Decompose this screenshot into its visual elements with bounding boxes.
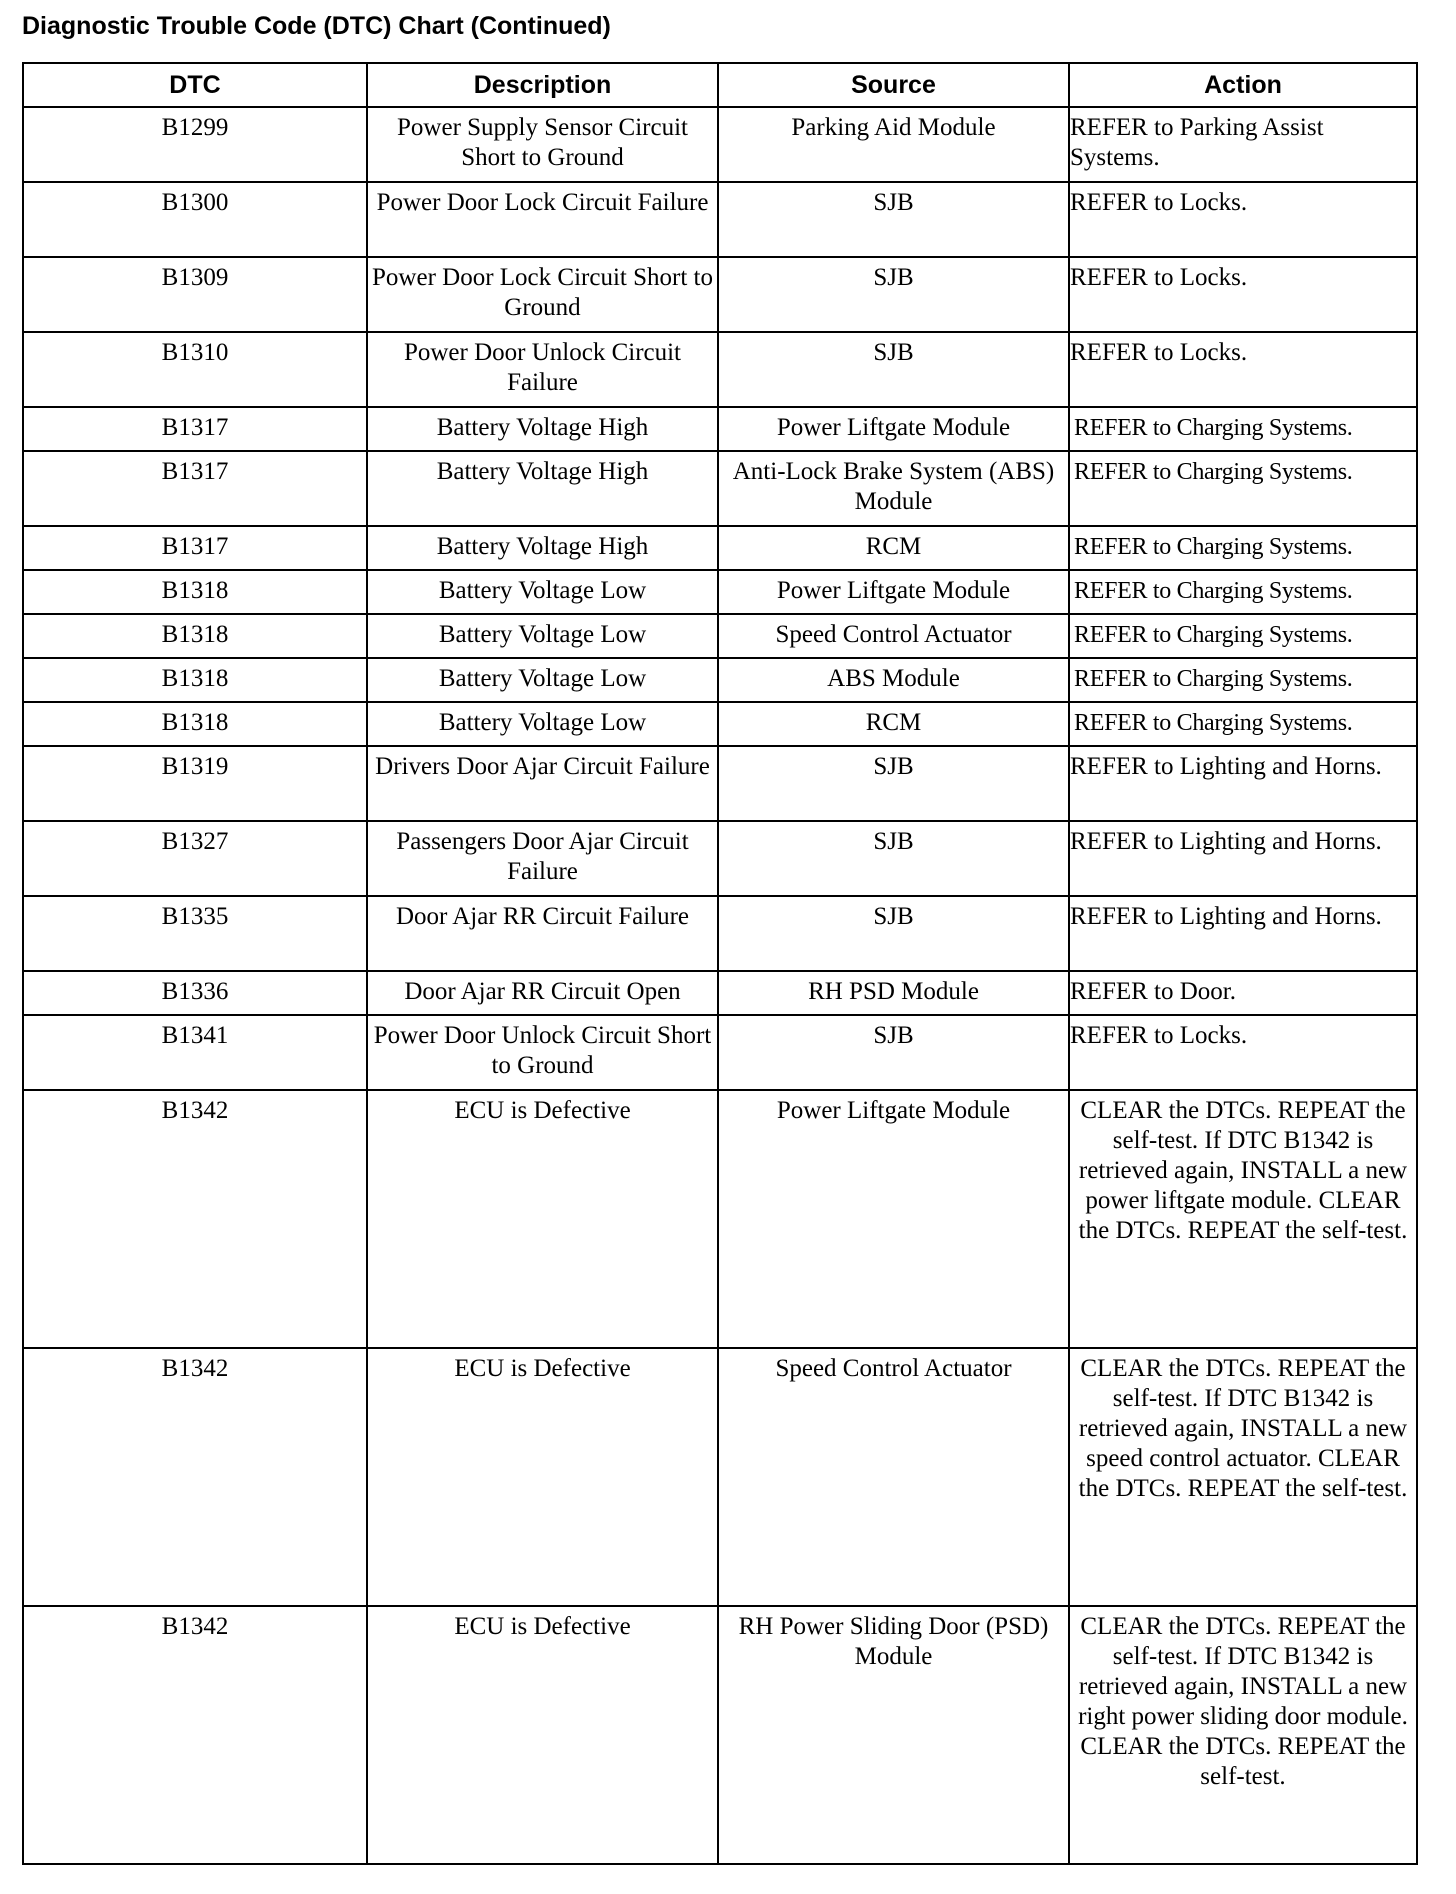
dtc-code-cell: B1318: [23, 658, 367, 702]
source-cell: Parking Aid Module: [718, 107, 1069, 182]
action-cell: REFER to Charging Systems.: [1069, 526, 1417, 570]
source-cell: ABS Module: [718, 658, 1069, 702]
table-row: [23, 1090, 1417, 1348]
action-cell: REFER to Parking Assist Systems.: [1069, 107, 1417, 182]
action-cell: REFER to Charging Systems.: [1069, 702, 1417, 746]
table-row: [23, 614, 1417, 658]
column-header-dtc: DTC: [23, 63, 367, 107]
dtc-code-cell: B1342: [23, 1348, 367, 1606]
table-row: [23, 451, 1417, 526]
description-cell: Power Door Unlock Circuit Failure: [367, 332, 718, 407]
description-cell: Battery Voltage High: [367, 451, 718, 526]
table-row: [23, 658, 1417, 702]
description-cell: ECU is Defective: [367, 1090, 718, 1348]
action-cell: REFER to Locks.: [1069, 332, 1417, 407]
table-row: [23, 332, 1417, 407]
description-cell: Power Supply Sensor Circuit Short to Ground: [367, 107, 718, 182]
action-cell: REFER to Charging Systems.: [1069, 451, 1417, 526]
source-cell: Anti-Lock Brake System (ABS) Module: [718, 451, 1069, 526]
dtc-code-cell: B1336: [23, 971, 367, 1015]
dtc-code-cell: B1309: [23, 257, 367, 332]
description-cell: Passengers Door Ajar Circuit Failure: [367, 821, 718, 896]
action-cell: REFER to Locks.: [1069, 182, 1417, 257]
table-row: [23, 1348, 1417, 1606]
dtc-code-cell: B1318: [23, 614, 367, 658]
source-cell: SJB: [718, 182, 1069, 257]
source-cell: SJB: [718, 896, 1069, 971]
source-cell: Power Liftgate Module: [718, 1090, 1069, 1348]
action-cell: REFER to Lighting and Horns.: [1069, 746, 1417, 821]
dtc-code-cell: B1318: [23, 702, 367, 746]
description-cell: Door Ajar RR Circuit Failure: [367, 896, 718, 971]
source-cell: Power Liftgate Module: [718, 407, 1069, 451]
source-cell: RCM: [718, 702, 1069, 746]
source-cell: RH Power Sliding Door (PSD) Module: [718, 1606, 1069, 1864]
source-cell: RH PSD Module: [718, 971, 1069, 1015]
action-cell: REFER to Locks.: [1069, 257, 1417, 332]
table-row: [23, 257, 1417, 332]
source-cell: SJB: [718, 1015, 1069, 1090]
table-row: [23, 182, 1417, 257]
table-row: [23, 746, 1417, 821]
table-row: [23, 821, 1417, 896]
action-cell: REFER to Charging Systems.: [1069, 614, 1417, 658]
source-cell: Power Liftgate Module: [718, 570, 1069, 614]
description-cell: Battery Voltage Low: [367, 614, 718, 658]
table-row: [23, 526, 1417, 570]
description-cell: Door Ajar RR Circuit Open: [367, 971, 718, 1015]
table-row: [23, 570, 1417, 614]
column-header-source: Source: [718, 63, 1069, 107]
dtc-code-cell: B1317: [23, 407, 367, 451]
column-header-description: Description: [367, 63, 718, 107]
dtc-table: [22, 62, 1418, 1865]
dtc-code-cell: B1310: [23, 332, 367, 407]
action-cell: CLEAR the DTCs. REPEAT the self-test. If DTC B1342 is retrieved again, INSTALL a new right power sliding door module. CLEAR the DTCs. REPEAT the self-test.: [1069, 1606, 1417, 1864]
table-header-row: [23, 63, 1417, 107]
description-cell: Battery Voltage High: [367, 407, 718, 451]
description-cell: Battery Voltage Low: [367, 570, 718, 614]
source-cell: Speed Control Actuator: [718, 614, 1069, 658]
description-cell: Power Door Unlock Circuit Short to Ground: [367, 1015, 718, 1090]
table-row: [23, 971, 1417, 1015]
description-cell: Battery Voltage High: [367, 526, 718, 570]
dtc-code-cell: B1341: [23, 1015, 367, 1090]
description-cell: Battery Voltage Low: [367, 702, 718, 746]
table-row: [23, 1606, 1417, 1864]
description-cell: ECU is Defective: [367, 1606, 718, 1864]
source-cell: SJB: [718, 821, 1069, 896]
table-row: [23, 702, 1417, 746]
dtc-code-cell: B1342: [23, 1606, 367, 1864]
action-cell: REFER to Charging Systems.: [1069, 658, 1417, 702]
table-row: [23, 107, 1417, 182]
dtc-code-cell: B1327: [23, 821, 367, 896]
action-cell: CLEAR the DTCs. REPEAT the self-test. If DTC B1342 is retrieved again, INSTALL a new speed control actuator. CLEAR the DTCs. REPEAT the self-test.: [1069, 1348, 1417, 1606]
action-cell: REFER to Charging Systems.: [1069, 570, 1417, 614]
action-cell: REFER to Locks.: [1069, 1015, 1417, 1090]
dtc-code-cell: B1300: [23, 182, 367, 257]
table-row: [23, 896, 1417, 971]
source-cell: SJB: [718, 746, 1069, 821]
dtc-code-cell: B1299: [23, 107, 367, 182]
description-cell: Power Door Lock Circuit Failure: [367, 182, 718, 257]
source-cell: SJB: [718, 332, 1069, 407]
dtc-code-cell: B1335: [23, 896, 367, 971]
source-cell: Speed Control Actuator: [718, 1348, 1069, 1606]
source-cell: RCM: [718, 526, 1069, 570]
table-row: [23, 1015, 1417, 1090]
dtc-code-cell: B1317: [23, 451, 367, 526]
description-cell: Battery Voltage Low: [367, 658, 718, 702]
dtc-code-cell: B1318: [23, 570, 367, 614]
source-cell: SJB: [718, 257, 1069, 332]
action-cell: REFER to Charging Systems.: [1069, 407, 1417, 451]
action-cell: REFER to Lighting and Horns.: [1069, 896, 1417, 971]
action-cell: CLEAR the DTCs. REPEAT the self-test. If DTC B1342 is retrieved again, INSTALL a new power liftgate module. CLEAR the DTCs. REPEAT the self-test.: [1069, 1090, 1417, 1348]
dtc-code-cell: B1319: [23, 746, 367, 821]
action-cell: REFER to Lighting and Horns.: [1069, 821, 1417, 896]
dtc-code-cell: B1317: [23, 526, 367, 570]
description-cell: Drivers Door Ajar Circuit Failure: [367, 746, 718, 821]
column-header-action: Action: [1069, 63, 1417, 107]
page-title: Diagnostic Trouble Code (DTC) Chart (Continued): [22, 12, 611, 40]
action-cell: REFER to Door.: [1069, 971, 1417, 1015]
dtc-code-cell: B1342: [23, 1090, 367, 1348]
table-row: [23, 407, 1417, 451]
description-cell: Power Door Lock Circuit Short to Ground: [367, 257, 718, 332]
description-cell: ECU is Defective: [367, 1348, 718, 1606]
